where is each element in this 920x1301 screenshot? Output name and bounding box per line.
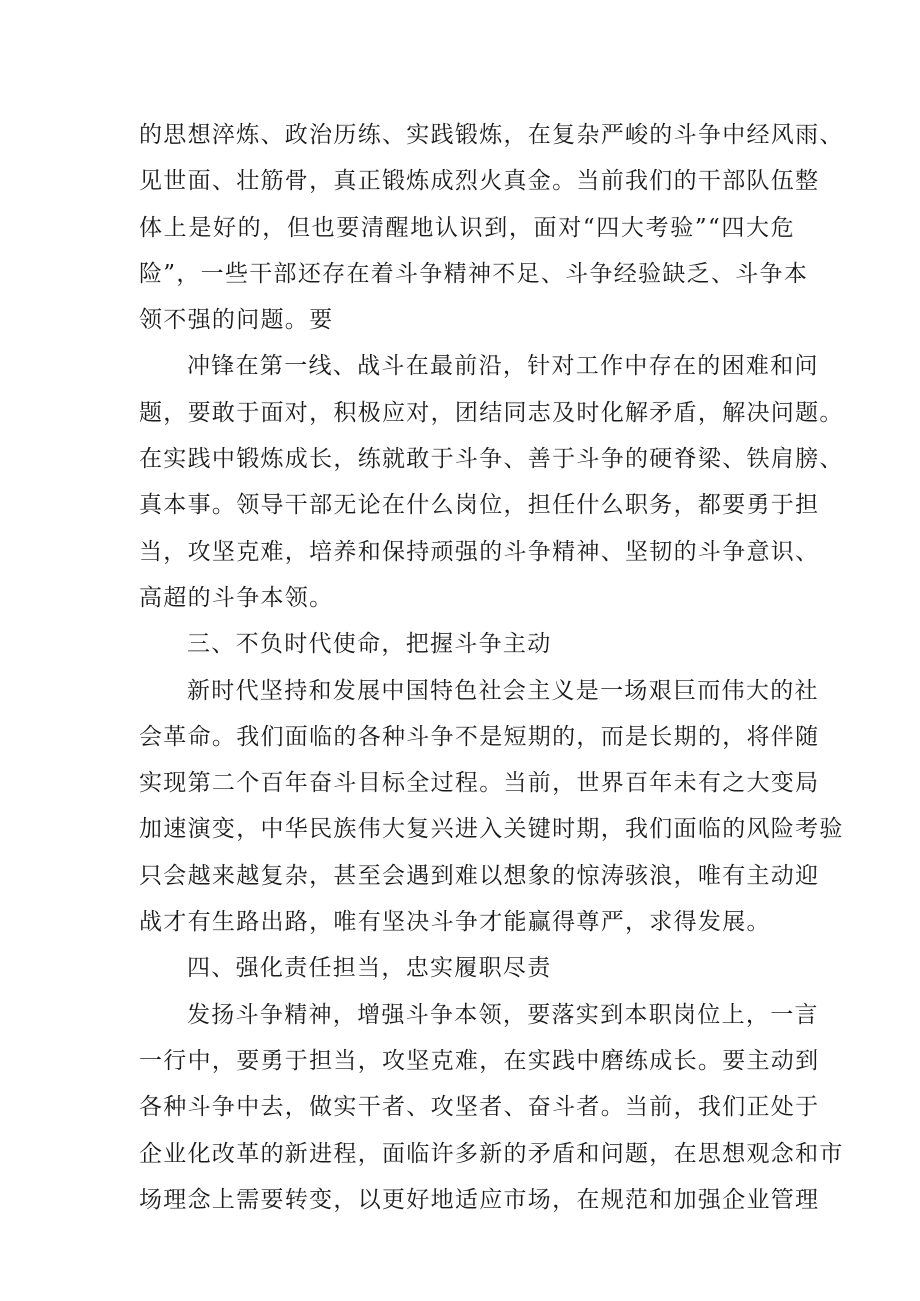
text-line: 实现第二个百年奋斗目标全过程。当前，世界百年未有之大变局 <box>139 770 820 797</box>
text-line: 只会越来越复杂，甚至会遇到难以想象的惊涛骇浪，唯有主动迎 <box>139 862 820 889</box>
text-line: 领不强的问题。要 <box>139 307 334 334</box>
text-line: 高超的斗争本领。 <box>139 584 334 611</box>
paragraph-charge-frontline <box>139 343 844 621</box>
section-heading-4: 四、强化责任担当，忠实履职尽责 <box>187 955 552 982</box>
text-line: 战才有生路出路，唯有坚决斗争才能赢得尊严，求得发展。 <box>139 909 771 936</box>
paragraph-continuation <box>139 112 844 343</box>
text-line: 冲锋在第一线、战斗在最前沿，针对工作中存在的困难和问 <box>187 353 819 380</box>
paragraph-new-era <box>139 668 844 946</box>
text-line: 场理念上需要转变，以更好地适应市场，在规范和加强企业管理 <box>139 1186 820 1213</box>
text-line: 新时代坚持和发展中国特色社会主义是一场艰巨而伟大的社 <box>187 677 819 704</box>
text-line: 体上是好的，但也要清醒地认识到，面对“四大考验”“四大危 <box>139 214 795 241</box>
paragraph-carry-forward <box>139 992 844 1223</box>
text-line: 险”，一些干部还存在着斗争精神不足、斗争经验缺乏、斗争本 <box>139 260 809 287</box>
text-line: 在实践中锻炼成长，练就敢于斗争、善于斗争的硬脊梁、铁肩膀、 <box>139 446 844 473</box>
text-line: 真本事。领导干部无论在什么岗位，担任什么职务，都要勇于担 <box>139 492 820 519</box>
text-line: 发扬斗争精神，增强斗争本领，要落实到本职岗位上，一言 <box>187 1001 819 1028</box>
text-line: 的思想淬炼、政治历练、实践锻炼，在复杂严峻的斗争中经风雨、 <box>139 122 844 148</box>
text-line: 当，攻坚克难，培养和保持顽强的斗争精神、坚韧的斗争意识、 <box>139 538 820 565</box>
text-line: 一行中，要勇于担当，攻坚克难，在实践中磨练成长。要主动到 <box>139 1047 820 1074</box>
text-line: 加速演变，中华民族伟大复兴进入关键时期，我们面临的风险考验 <box>139 816 844 843</box>
section-heading-3: 三、不负时代使命，把握斗争主动 <box>187 631 552 658</box>
text-line: 题，要敢于面对，积极应对，团结同志及时化解矛盾，解决问题。 <box>139 399 844 426</box>
text-line: 会革命。我们面临的各种斗争不是短期的，而是长期的，将伴随 <box>139 723 820 750</box>
text-line: 各种斗争中去，做实干者、攻坚者、奋斗者。当前，我们正处于 <box>139 1094 820 1121</box>
text-line: 见世面、壮筋骨，真正锻炼成烈火真金。当前我们的干部队伍整 <box>139 168 820 195</box>
document-page <box>139 112 844 1223</box>
text-line: 企业化改革的新进程，面临许多新的矛盾和问题，在思想观念和市 <box>139 1140 844 1167</box>
